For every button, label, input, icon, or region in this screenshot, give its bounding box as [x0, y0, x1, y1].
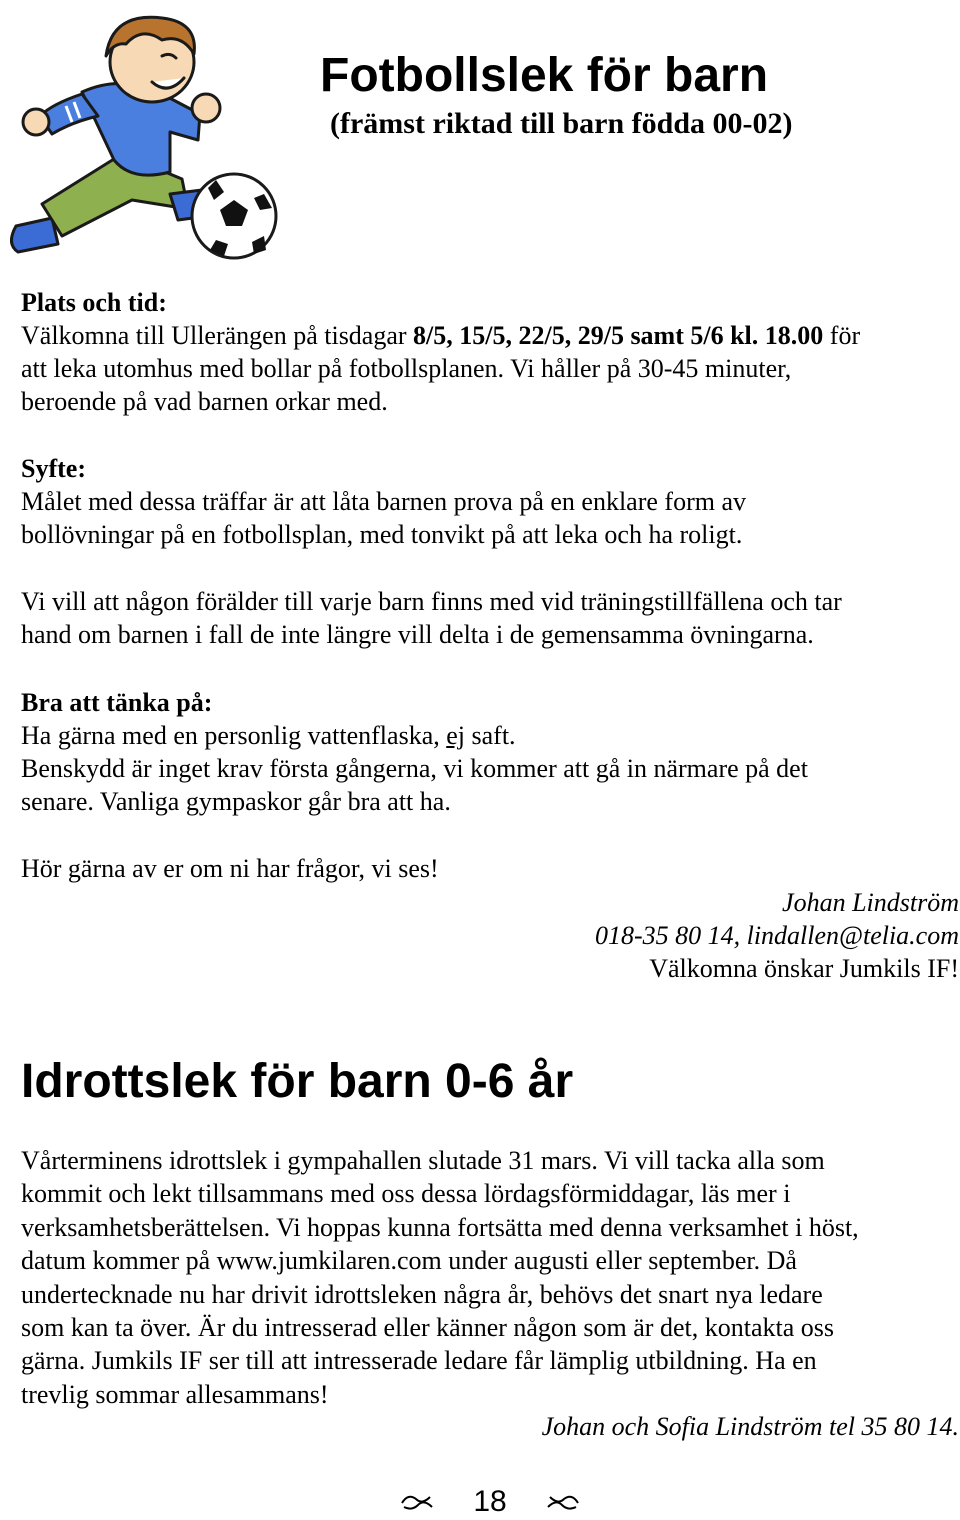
tanka-line-1: [21, 719, 516, 752]
tanka-line-3: senare. Vanliga gympaskor går bra att ha.: [21, 787, 451, 816]
section2-line: Vårterminens idrottslek i gympahallen slutade 31 mars. Vi vill tacka alla som: [21, 1146, 825, 1175]
boy-kicking-ball-illustration: [2, 4, 292, 266]
foralder-line-2: hand om barnen i fall de inte längre vill delta i de gemensamma övningarna.: [21, 620, 814, 649]
foralder-line-1: Vi vill att någon förälder till varje barn finns med vid träningstillfällena och tar: [21, 587, 842, 616]
syfte-heading: Syfte:: [21, 454, 86, 483]
page-footer: [400, 1484, 580, 1520]
signature-welcome: Välkomna önskar Jumkils IF!: [649, 954, 959, 983]
plats-line-1-text: Välkomna till Ullerängen på tisdagar: [21, 321, 414, 350]
tanka-line-2: Benskydd är inget krav första gångerna, vi kommer att gå in närmare på det: [21, 754, 808, 783]
signature-name: Johan Lindström: [782, 888, 959, 917]
tanka-line-1-text: Ha gärna med en personlig vattenflaska,: [21, 721, 447, 750]
ornament-left-icon: [400, 1491, 434, 1513]
section2-title: Idrottslek för barn 0-6 år: [21, 1055, 574, 1108]
closing-text: Hör gärna av er om ni har frågor, vi ses!: [21, 854, 439, 883]
signature-contact: 018-35 80 14, lindallen@telia.com: [594, 921, 959, 950]
section2-line: verksamhetsberättelsen. Vi hoppas kunna fortsätta med denna verksamhet i höst,: [21, 1212, 859, 1242]
plats-line-2: att leka utomhus med bollar på fotbollsplanen. Vi håller på 30-45 minuter,: [21, 354, 792, 383]
page-subtitle: (främst riktad till barn födda 00-02): [330, 107, 793, 140]
tanka-line-1-end: saft.: [465, 721, 516, 750]
syfte-line-2: bollövningar på en fotbollsplan, med tonvikt på att leka och ha roligt.: [21, 520, 743, 549]
plats-dates: 8/5, 15/5, 22/5, 29/5 samt 5/6 kl. 18.00: [413, 321, 824, 350]
page-title: Fotbollslek för barn: [320, 49, 769, 102]
syfte-line-1: Målet med dessa träffar är att låta barnen prova på en enklare form av: [21, 487, 747, 516]
page-number: 18: [473, 1485, 507, 1518]
section2-line: datum kommer på www.jumkilaren.com under augusti eller september. Då: [21, 1246, 797, 1276]
ornament-right-icon: [546, 1491, 580, 1513]
section2-line: som kan ta över. Är du intresserad eller känner någon som är det, kontakta oss: [21, 1313, 834, 1343]
plats-line-1-end: för: [823, 321, 861, 350]
section2-paragraph: [21, 1144, 960, 1411]
section2-signature: Johan och Sofia Lindström tel 35 80 14.: [541, 1412, 959, 1441]
tanka-heading: Bra att tänka på:: [21, 688, 213, 717]
plats-line-1: [21, 319, 860, 352]
plats-line-3: beroende på vad barnen orkar med.: [21, 387, 388, 416]
section2-line: gärna. Jumkils IF ser till att intresserade ledare får lämplig utbildning. Ha en: [21, 1346, 817, 1376]
section2-line: kommit och lekt tillsammans med oss dessa lördagsförmiddagar, läs mer i: [21, 1179, 791, 1209]
plats-heading: Plats och tid:: [21, 288, 167, 317]
section2-line: undertecknade nu har drivit idrottsleken några år, behövs det snart nya ledare: [21, 1279, 823, 1309]
tanka-ej: ej: [446, 721, 465, 750]
section2-line: trevlig sommar allesammans!: [21, 1379, 329, 1409]
